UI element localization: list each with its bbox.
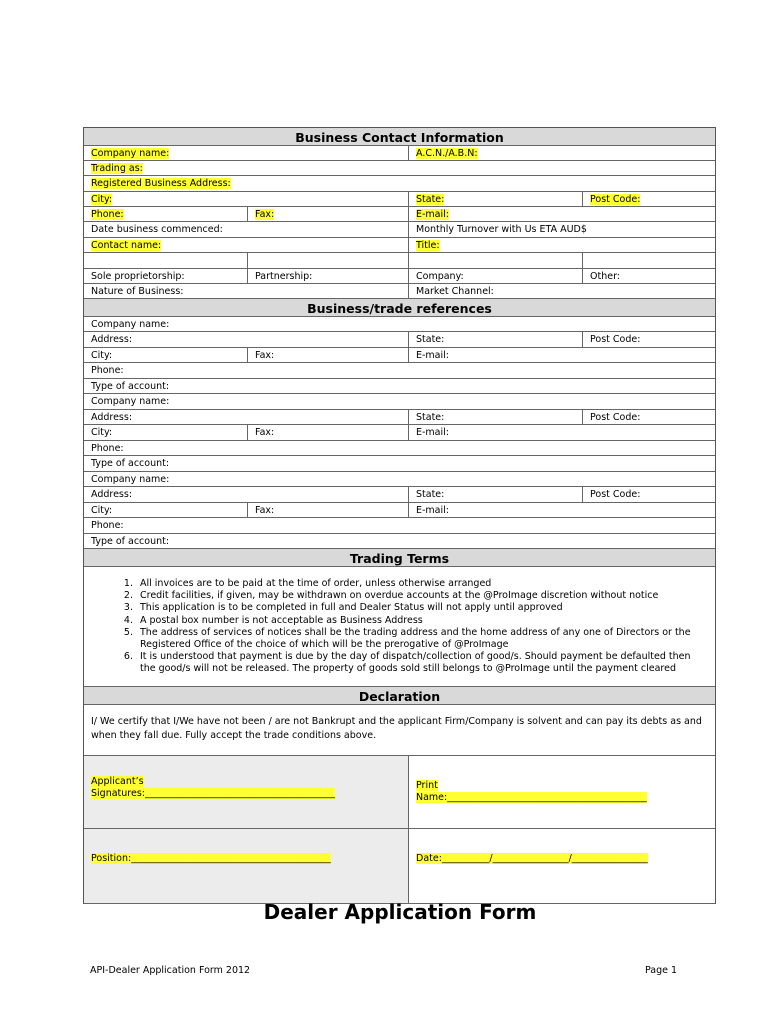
term-item: 4. A postal box number is not acceptable as Business Address [136,615,707,627]
ref3-city-field[interactable]: City: [84,503,248,517]
sole-proprietorship-field[interactable]: Sole proprietorship: [84,269,248,283]
footer-doc-name: API-Dealer Application Form 2012 [90,965,251,976]
ref1-phone-field[interactable]: Phone: [91,365,124,376]
section-title: Business/trade references [307,301,492,316]
section-header-references [84,299,715,317]
ref2-state-field[interactable]: State: [409,410,583,424]
date-field[interactable] [409,829,715,903]
term-item: 3. This application is to be completed in full and Dealer Status will not apply until approved [136,602,707,614]
trading-as-field[interactable]: Trading as: [91,163,143,174]
date-line: Date:__________/________________/________________ [416,852,648,864]
trading-terms-list [84,567,715,686]
applicant-label: Applicant’s [91,775,144,787]
ref1-company-name-field[interactable]: Company name: [91,319,170,330]
ref2-email-field[interactable]: E-mail: [416,427,449,438]
footer-page-number: Page 1 [645,965,678,976]
page-title: Dealer Application Form [263,900,537,924]
ref3-email-field[interactable]: E-mail: [416,505,449,516]
ref2-type-of-account-field[interactable]: Type of account: [91,458,170,469]
ref3-type-of-account-field[interactable]: Type of account: [91,536,170,547]
print-name-line: Name:__________________________________________ [416,791,647,803]
city-field[interactable]: City: [91,194,113,205]
applicant-signature-line: Signatures:________________________________________ [91,787,335,799]
partnership-field[interactable]: Partnership: [248,269,409,283]
ref1-fax-field[interactable]: Fax: [248,348,409,362]
ref1-city-field[interactable]: City: [84,348,248,362]
section-title: Business Contact Information [295,130,504,145]
ref2-fax-field[interactable]: Fax: [248,425,409,440]
position-field[interactable] [84,829,409,903]
company-type-field[interactable]: Company: [409,269,583,283]
ref2-city-field[interactable]: City: [84,425,248,440]
section-header-terms [84,549,715,567]
ref2-phone-field[interactable]: Phone: [91,443,124,454]
market-channel-field[interactable]: Market Channel: [416,286,494,297]
contact-name-field[interactable]: Contact name: [91,240,162,251]
phone-field[interactable]: Phone: [91,209,124,220]
applicant-signature-field[interactable] [84,756,409,828]
title-field[interactable]: Title: [416,240,440,251]
state-field[interactable]: State: [416,194,445,205]
nature-of-business-field[interactable]: Nature of Business: [84,284,409,298]
position-line: Position:__________________________________________ [91,852,331,864]
term-item: 6. It is understood that payment is due by the day of dispatch/collection of good/s. Should payment be defaulted then the good/s will not be released. The property of goods sold still belongs to @ProImage until the payment cleared [136,651,707,675]
section-header-declaration [84,687,715,705]
ref3-phone-field[interactable]: Phone: [91,520,124,531]
ref1-post-code-field[interactable]: Post Code: [590,334,641,345]
ref2-address-field[interactable]: Address: [84,410,409,424]
print-name-field[interactable] [409,756,715,828]
ref1-state-field[interactable]: State: [409,332,583,347]
term-item: 2. Credit facilities, if given, may be withdrawn on overdue accounts at the @ProImage discretion without notice [136,590,707,602]
print-label: Print [416,779,438,791]
post-code-field[interactable]: Post Code: [590,194,641,205]
term-item: 5. The address of services of notices shall be the trading address and the home address of any one of Directors or the Registered Office of the choice of which will be the prerogative of @ProImage [136,627,707,651]
term-item: 1. All invoices are to be paid at the time of order, unless otherwise arranged [136,578,707,590]
registered-address-field[interactable]: Registered Business Address: [91,178,231,189]
email-field[interactable]: E-mail: [416,209,449,220]
dealer-application-form [83,127,716,904]
ref3-state-field[interactable]: State: [409,487,583,502]
ref3-fax-field[interactable]: Fax: [248,503,409,517]
ref1-email-field[interactable]: E-mail: [416,350,449,361]
other-field[interactable]: Other: [590,271,621,282]
ref3-company-name-field[interactable]: Company name: [91,474,170,485]
acn-field[interactable]: A.C.N./A.B.N: [416,148,478,159]
blank-row [84,253,715,269]
monthly-turnover-field[interactable]: Monthly Turnover with Us ETA AUD$ [416,224,587,235]
date-commenced-field[interactable]: Date business commenced: [84,222,409,237]
ref3-address-field[interactable]: Address: [84,487,409,502]
declaration-text: I/ We certify that I/We have not been / are not Bankrupt and the applicant Firm/Company is solvent and can pay its debts as and when they fall due. Fully accept the trade conditions above. [91,715,702,741]
fax-field[interactable]: Fax: [255,209,275,220]
section-title: Declaration [358,688,441,704]
section-header-contact [84,128,715,146]
company-name-field[interactable]: Company name: [91,148,170,159]
ref1-type-of-account-field[interactable]: Type of account: [91,381,170,392]
ref2-company-name-field[interactable]: Company name: [91,396,170,407]
ref3-post-code-field[interactable]: Post Code: [590,489,641,500]
section-title: Trading Terms [349,551,450,566]
ref1-address-field[interactable]: Address: [84,332,409,347]
ref2-post-code-field[interactable]: Post Code: [590,412,641,423]
